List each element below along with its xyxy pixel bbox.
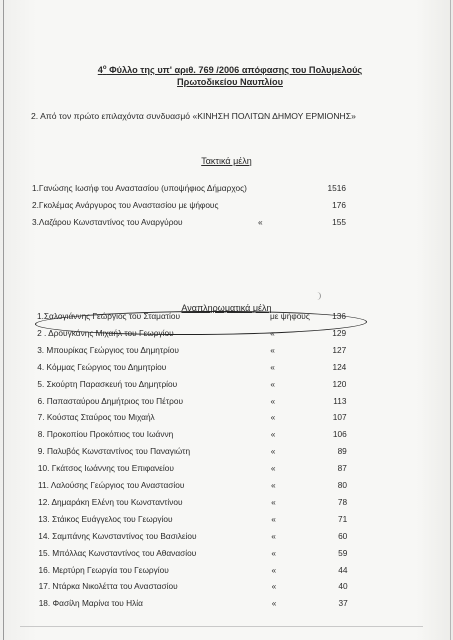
member-name: 7. Κούστας Σταύρος του Μιχαήλ — [37, 412, 155, 423]
member-name: 10. Γκάτσος Ιωάννης του Επιφανείου — [37, 463, 174, 474]
ditto-mark: « — [270, 395, 276, 406]
member-name: 11. Λαλούσης Γεώργιος του Αναστασίου — [38, 480, 185, 490]
list-item — [0, 462, 453, 474]
regular-members-title: Τακτικά μέλη — [201, 156, 252, 166]
pen-mark — [314, 292, 321, 300]
vote-count: 136 — [332, 311, 346, 321]
member-name: 14. Σαμπάνης Κωνσταντίνος του Βασιλείου — [38, 530, 197, 541]
ditto-mark: « — [270, 327, 275, 338]
list-item — [0, 344, 453, 356]
member-name: 4. Κόμμας Γεώργιος του Δημητρίου — [37, 361, 167, 372]
list-item — [0, 564, 453, 576]
vote-count: 80 — [337, 480, 347, 490]
list-item — [0, 513, 453, 525]
vote-count: 124 — [332, 361, 347, 372]
header-text: Φύλλο της υπ' αριθ. 769 /2006 απόφασης του Πολυμελούς — [106, 65, 363, 76]
list-item — [0, 530, 453, 542]
ditto-mark: « — [270, 429, 276, 440]
member-name: 13. Στάικος Ευάγγελος του Γεωργίου — [38, 513, 173, 524]
ditto-mark: « — [271, 581, 277, 592]
vote-count: 78 — [337, 496, 348, 507]
list-item — [0, 597, 453, 609]
member-name: 12. Δημαράκη Ελένη του Κωνσταντίνου — [38, 496, 183, 507]
ditto-mark: « — [270, 361, 275, 372]
member-name: 2.Γκολέμας Ανάργυρος του Αναστασίου με ψήφους — [32, 200, 219, 210]
member-name: 6. Παπασταύρου Δημήτριος του Πέτρου — [37, 395, 184, 406]
list-item — [0, 395, 453, 407]
ditto-mark: « — [270, 412, 276, 423]
member-name: 1.Γανώσης Ιωσήφ του Αναστασίου (υποψήφιος Δήμαρχος) — [32, 183, 247, 193]
list-item — [0, 479, 453, 491]
vote-count: 129 — [332, 327, 347, 338]
vote-count: 176 — [332, 200, 346, 210]
vote-count: 107 — [332, 412, 347, 423]
ditto-mark: « — [271, 480, 276, 490]
list-item — [0, 199, 453, 211]
list-item — [0, 580, 453, 592]
member-name: 18. Φασίλη Μαρίνα του Ηλία — [38, 598, 143, 609]
member-name: 17. Ντάρκα Νικολέττα του Αναστασίου — [38, 581, 178, 592]
vote-count: 106 — [332, 429, 347, 440]
list-item — [0, 378, 453, 390]
document-header-line2: Πρωτοδικείου Ναυπλίου — [177, 77, 283, 87]
list-item — [0, 216, 453, 228]
vote-count: 127 — [332, 344, 347, 355]
ditto-mark: « — [271, 513, 276, 524]
member-name: 1.Σαλογιάννης Γεώργιος του Σταματίου — [37, 311, 181, 321]
ditto-mark: με ψήφους — [270, 311, 310, 321]
vote-count: 37 — [338, 598, 348, 609]
sheet-number: 4 — [97, 65, 103, 76]
member-name: 3.Λαζάρου Κωνσταντίνος του Αναργύρου — [32, 217, 183, 227]
list-item — [0, 361, 453, 373]
substitute-members-title: Αναπληρωματικά μέλη — [181, 303, 272, 313]
vote-count: 60 — [338, 530, 348, 541]
ditto-mark: « — [271, 564, 277, 575]
member-name: 5. Σκούρτη Παρασκευή του Δημητρίου — [37, 378, 178, 389]
ditto-mark: « — [270, 344, 275, 355]
vote-count: 89 — [337, 446, 347, 457]
vote-count: 71 — [337, 513, 348, 524]
ditto-mark: « — [271, 496, 276, 507]
ditto-mark: « — [271, 530, 276, 541]
list-item — [0, 411, 453, 423]
ditto-mark: « — [270, 463, 276, 474]
member-name: 3. Μπουρίκας Γεώργιος του Δημητρίου — [37, 344, 179, 355]
vote-count: 44 — [338, 564, 348, 575]
vote-count: 40 — [338, 581, 348, 592]
scan-bottom-edge — [20, 626, 423, 627]
ditto-mark: « — [270, 378, 276, 389]
vote-count: 113 — [333, 395, 347, 406]
list-item — [0, 445, 453, 457]
list-item — [0, 547, 453, 559]
ditto-mark: « — [271, 598, 277, 609]
member-name: 15. Μπόλλας Κωνσταντίνος του Αθανασίου — [38, 547, 197, 558]
ditto-mark: « — [270, 446, 276, 457]
document-header-line1 — [60, 62, 400, 76]
member-name: 9. Παλυβός Κωνσταντίνος του Παναγιώτη — [37, 446, 191, 457]
member-name: 16. Μερτύρη Γεωργία του Γεωργίου — [38, 564, 169, 575]
vote-count: 59 — [338, 547, 348, 558]
list-item — [0, 496, 453, 508]
ditto-mark: « — [258, 217, 263, 227]
vote-count: 155 — [332, 217, 346, 227]
member-name: 2 . Δρουγκάνης Μιχαήλ του Γεωργίου — [37, 327, 174, 338]
intro-paragraph: 2. Από τον πρώτο επιλαχόντα συνδυασμό «ΚΙΝΗΣΗ ΠΟΛΙΤΩΝ ΔΗΜΟΥ ΕΡΜΙΟΝΗΣ» — [31, 111, 356, 121]
ditto-mark: « — [271, 547, 277, 558]
vote-count: 120 — [332, 378, 347, 389]
member-name: 8. Προκοπίου Προκόπιος του Ιωάννη — [37, 429, 174, 440]
list-item — [0, 182, 453, 194]
sheet-number-superscript: ο — [102, 65, 107, 71]
vote-count: 1516 — [327, 183, 346, 193]
list-item — [0, 428, 453, 440]
vote-count: 87 — [337, 463, 347, 474]
